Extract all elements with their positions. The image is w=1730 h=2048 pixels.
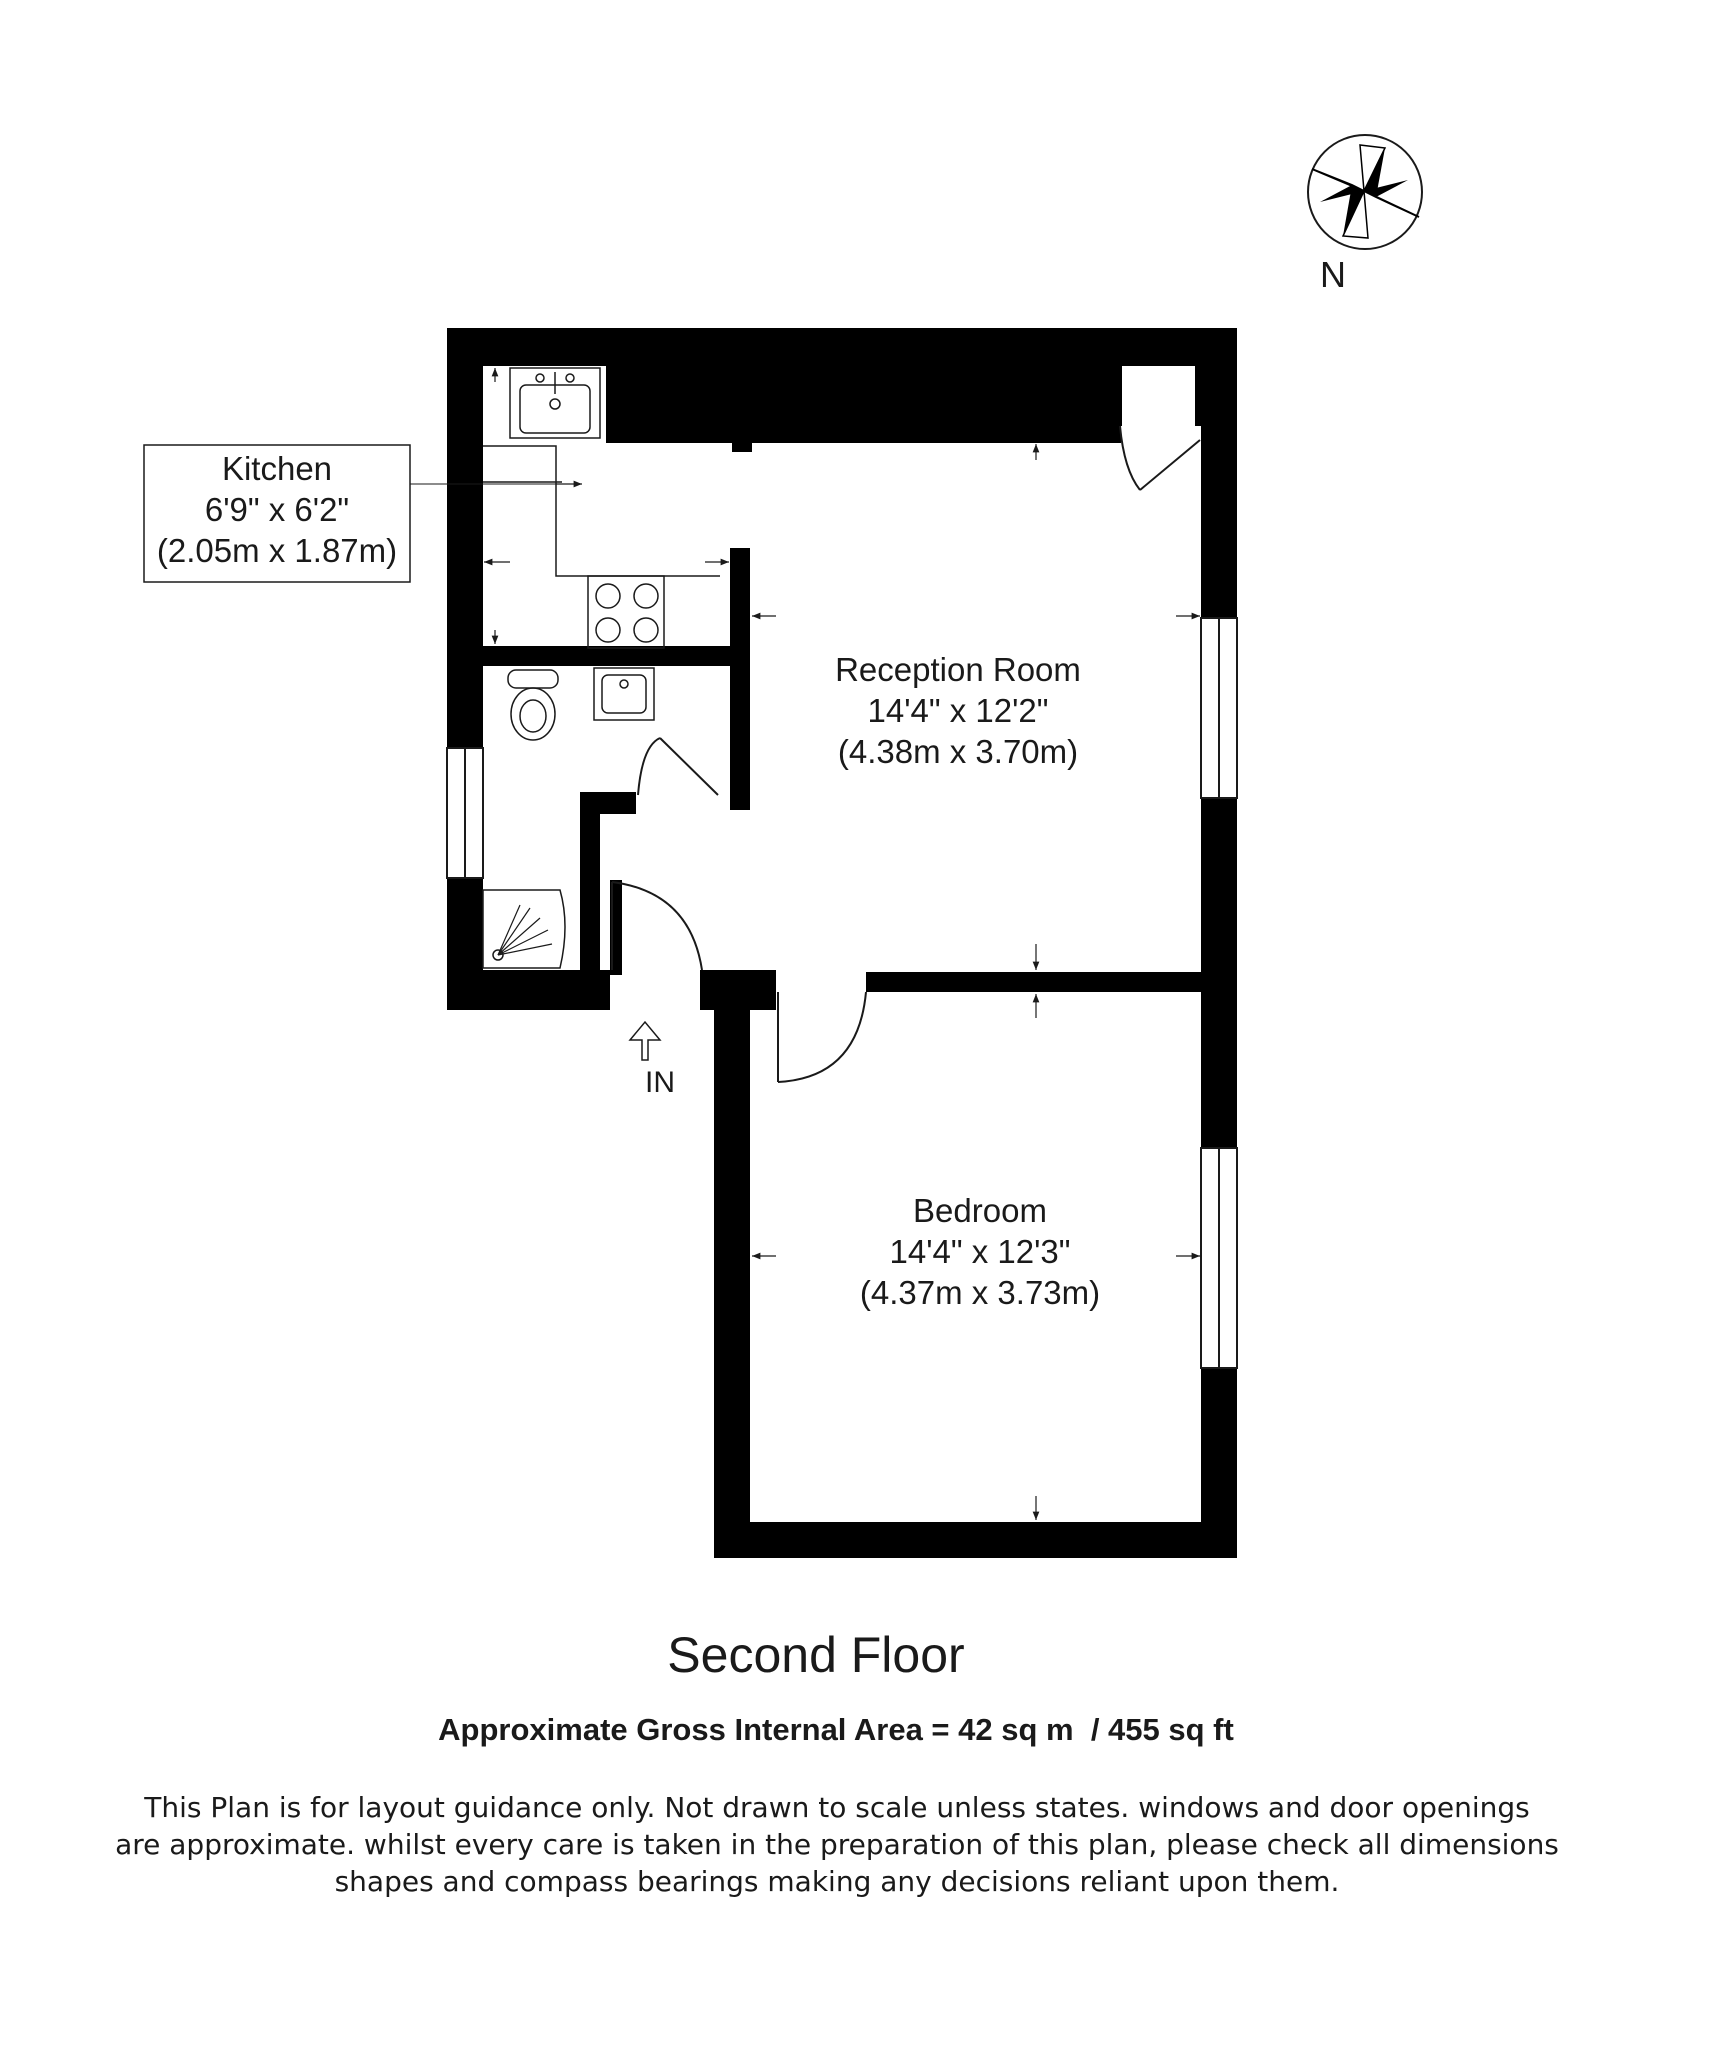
floor-title: Second Floor: [667, 1627, 965, 1683]
disclaimer-line-1: This Plan is for layout guidance only. Not drawn to scale unless states. windows and door openings: [144, 1791, 1530, 1824]
bedroom-metric: (4.37m x 3.73m): [859, 1274, 1101, 1311]
reception-imperial: 14'4" x 12'2": [867, 692, 1049, 729]
reception-name: Reception Room: [835, 651, 1081, 688]
bathroom-fixtures: [483, 668, 654, 968]
compass-north-label: N: [1320, 254, 1346, 295]
walls: [447, 328, 1237, 1558]
bedroom-imperial: 14'4" x 12'3": [889, 1233, 1071, 1270]
kitchen-name: Kitchen: [221, 450, 333, 487]
kitchen-imperial: 6'9" x 6'2": [204, 491, 350, 528]
disclaimer-line-2: are approximate. whilst every care is taken in the preparation of this plan, please check all dimensions: [115, 1828, 1559, 1861]
kitchen-metric: (2.05m x 1.87m): [156, 532, 398, 569]
compass-rose-icon: [1308, 135, 1422, 249]
area-summary: Approximate Gross Internal Area = 42 sq m / 455 sq ft: [438, 1712, 1234, 1747]
bedroom-name: Bedroom: [913, 1192, 1047, 1229]
disclaimer-line-3: shapes and compass bearings making any decisions reliant upon them.: [334, 1865, 1340, 1898]
reception-metric: (4.38m x 3.70m): [837, 733, 1079, 770]
entrance-arrow-icon: [630, 1022, 660, 1060]
entrance-label: IN: [645, 1066, 675, 1099]
